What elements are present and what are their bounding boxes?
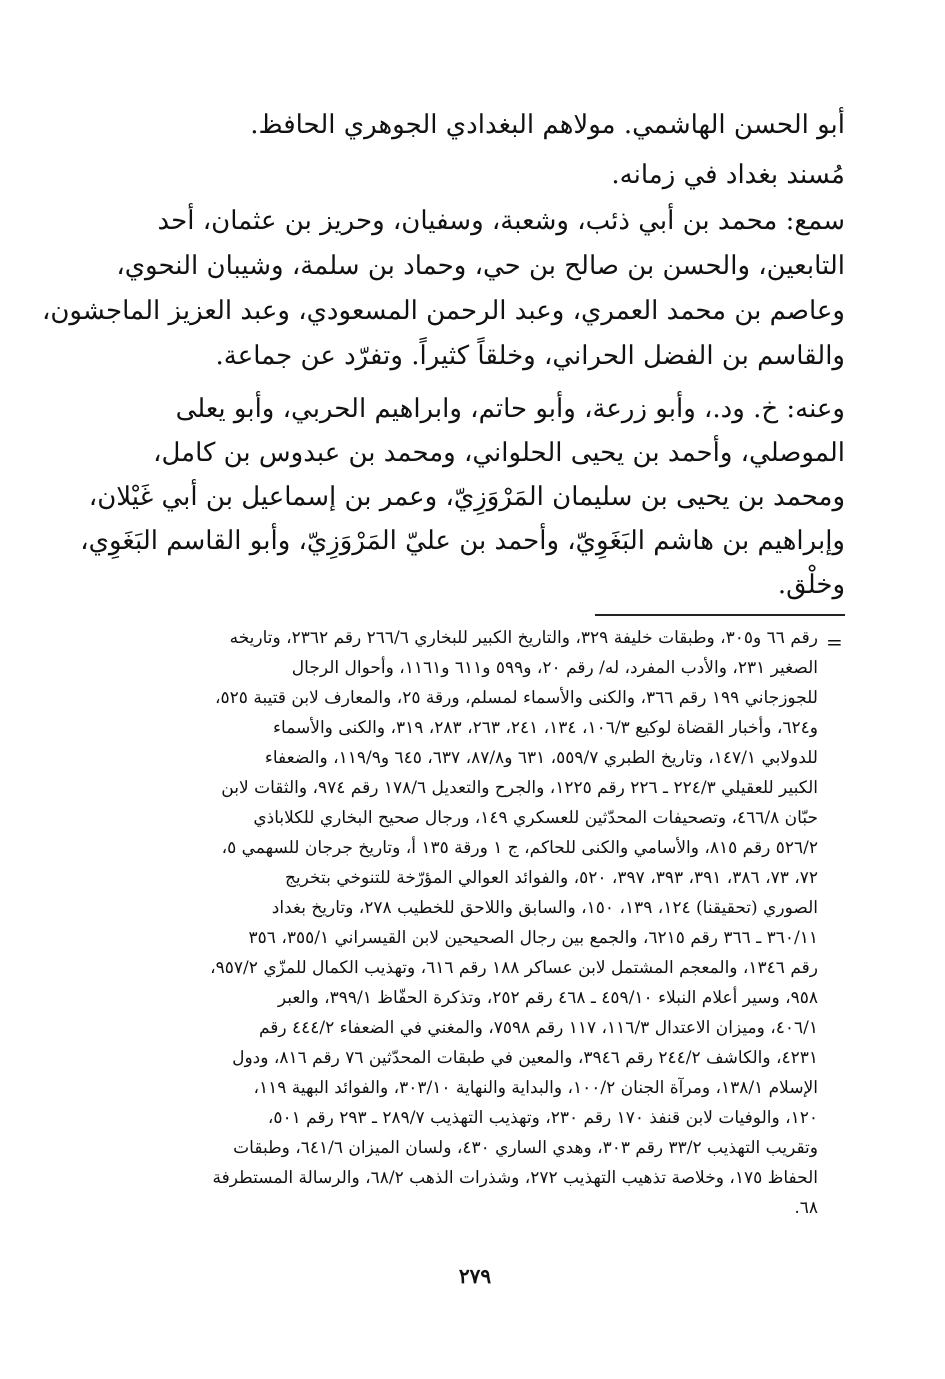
body-line-3: سمع: محمد بن أبي ذئب، وشعبة، وسفيان، وحريز بن عثمان، أحد [157,206,845,236]
footnote-line-13: ٩٥٨، وسير أعلام النبلاء ٤٥٩/١٠ ـ ٤٦٨ رقم ٢٥٢، وتذكرة الحفّاظ ٣٩٩/١، والعبر [277,988,818,1008]
footnote-line-18: وتقريب التهذيب ٣٣/٢ رقم ٣٠٣، وهدي الساري ٤٣٠، ولسان الميزان ٦٤١/٦، وطبقات [233,1138,818,1158]
body-line-1: أبو الحسن الهاشمي. مولاهم البغدادي الجوهري الحافظ. [250,110,845,140]
body-line-2: مُسند بغداد في زمانه. [611,160,845,190]
footnote-line-12: رقم ١٣٤٦، والمعجم المشتمل لابن عساكر ١٨٨ رقم ٦١٦، وتهذيب الكمال للمزّي ٩٥٧/٢، [210,958,818,978]
footnote-line-20: ٦٨. [794,1198,818,1218]
page-number: ٢٧٩ [458,1264,492,1288]
footnote-line-14: ٤٠٦/١، وميزان الاعتدال ١١٦/٣، ١١٧ رقم ٧٥٩٨، والمغني في الضعفاء ٤٤٤/٢ رقم [258,1018,818,1038]
body-line-9: ومحمد بن يحيى بن سليمان المَرْوَزِيّ، وعمر بن إسماعيل بن أبي غَيْلان، [88,482,845,512]
footnote-line-10: الصوري (تحقيقنا) ١٢٤، ١٣٩، ١٥٠، والسابق واللاحق للخطيب ٢٧٨، وتاريخ بغداد [271,898,818,918]
body-line-7: وعنه: خ. ود.، وأبو زرعة، وأبو حاتم، وابراهيم الحربي، وأبو يعلى [175,394,845,424]
body-line-10: وإبراهيم بن هاشم البَغَوِيّ، وأحمد بن عليّ المَرْوَزِيّ، وأبو القاسم البَغَوِي، [80,526,845,556]
footnote-line-11: ٣٦٠/١١ ـ ٣٦٦ رقم ٦٢١٥، والجمع بين رجال الصحيحين لابن القيسراني ٣٥٥/١، ٣٥٦ [248,928,818,948]
footnote-line-19: الحفاظ ١٧٥، وخلاصة تذهيب التهذيب ٢٧٢، وشذرات الذهب ٦٨/٢، والرسالة المستطرفة [212,1168,818,1188]
body-line-6: والقاسم بن الفضل الحراني، وخلقاً كثيراً. وتفرّد عن جماعة. [215,341,845,371]
footnote-line-9: ٧٢، ٧٣، ٣٨٦، ٣٩١، ٣٩٣، ٣٩٧، ٥٢٠، والفوائد العوالي المؤرّخة للتنوخي بتخريج [284,868,818,888]
body-line-8: الموصلي، وأحمد بن يحيى الحلواني، ومحمد بن عبدوس بن كامل، [153,438,845,468]
footnote-line-6: الكبير للعقيلي ٢٢٤/٣ ـ ٢٢٦ رقم ١٢٢٥، والجرح والتعديل ١٧٨/٦ رقم ٩٧٤، والثقات لابن [221,778,818,798]
footnote-line-8: ٥٢٦/٢ رقم ٨١٥، والأسامي والكنى للحاكم، ج ١ ورقة ١٣٥ أ، وتاريخ جرجان للسهمي ٥، [221,838,818,858]
body-line-5: وعاصم بن محمد العمري، وعبد الرحمن المسعودي، وعبد العزيز الماجشون، [41,296,845,326]
footnote-line-17: ١٢٠، والوفيات لابن قنفذ ١٧٠ رقم ٢٣٠، وتهذيب التهذيب ٢٨٩/٧ ـ ٢٩٣ رقم ٥٠١، [267,1108,818,1128]
footnote-line-4: و٦٢٤، وأخبار القضاة لوكيع ١٠٦/٣، ١٣٤، ٢٤١، ٢٦٣، ٢٨٣، ٣١٩، والكنى والأسماء [273,718,818,738]
footnote-line-5: للدولابي ١٤٧/١، وتاريخ الطبري ٥٥٩/٧، ٦٣١ و٨٧/٨، ٦٣٧، ٦٤٥ و١١٩/٩، والضعفاء [264,748,818,768]
body-line-11: وخلْق. [777,570,845,600]
footnote-line-3: للجوزجاني ١٩٩ رقم ٣٦٦، والكنى والأسماء لمسلم، ورقة ٢٥، والمعارف لابن قتيبة ٥٢٥، [215,688,818,708]
footnote-continuation-marker: = [826,630,843,654]
footnote-line-1: رقم ٦٦ و٣٠٥، وطبقات خليفة ٣٢٩، والتاريخ الكبير للبخاري ٢٦٦/٦ رقم ٢٣٦٢، وتاريخه [229,628,818,648]
footnote-line-15: ٤٢٣١، والكاشف ٢٤٤/٢ رقم ٣٩٤٦، والمعين في طبقات المحدّثين ٧٦ رقم ٨١٦، ودول [232,1048,818,1068]
footnote-line-2: الصغير ٢٣١، والأدب المفرد، له/ رقم ٢٠، و٥٩٩ و٦١١ و١١٦١، وأحوال الرجال [291,658,818,678]
footnote-line-7: حبّان ٤٦٦/٨، وتصحيفات المحدّثين للعسكري ١٤٩، ورجال صحيح البخاري للكلاباذي [253,808,818,828]
footnote-divider [595,614,845,616]
body-line-4: التابعين، والحسن بن صالح بن حي، وحماد بن سلمة، وشيبان النحوي، [116,251,845,281]
footnote-line-16: الإسلام ١٣٨/١، ومرآة الجنان ١٠٠/٢، والبداية والنهاية ٣٠٣/١٠، والفوائد البهية ١١٩، [253,1078,818,1098]
